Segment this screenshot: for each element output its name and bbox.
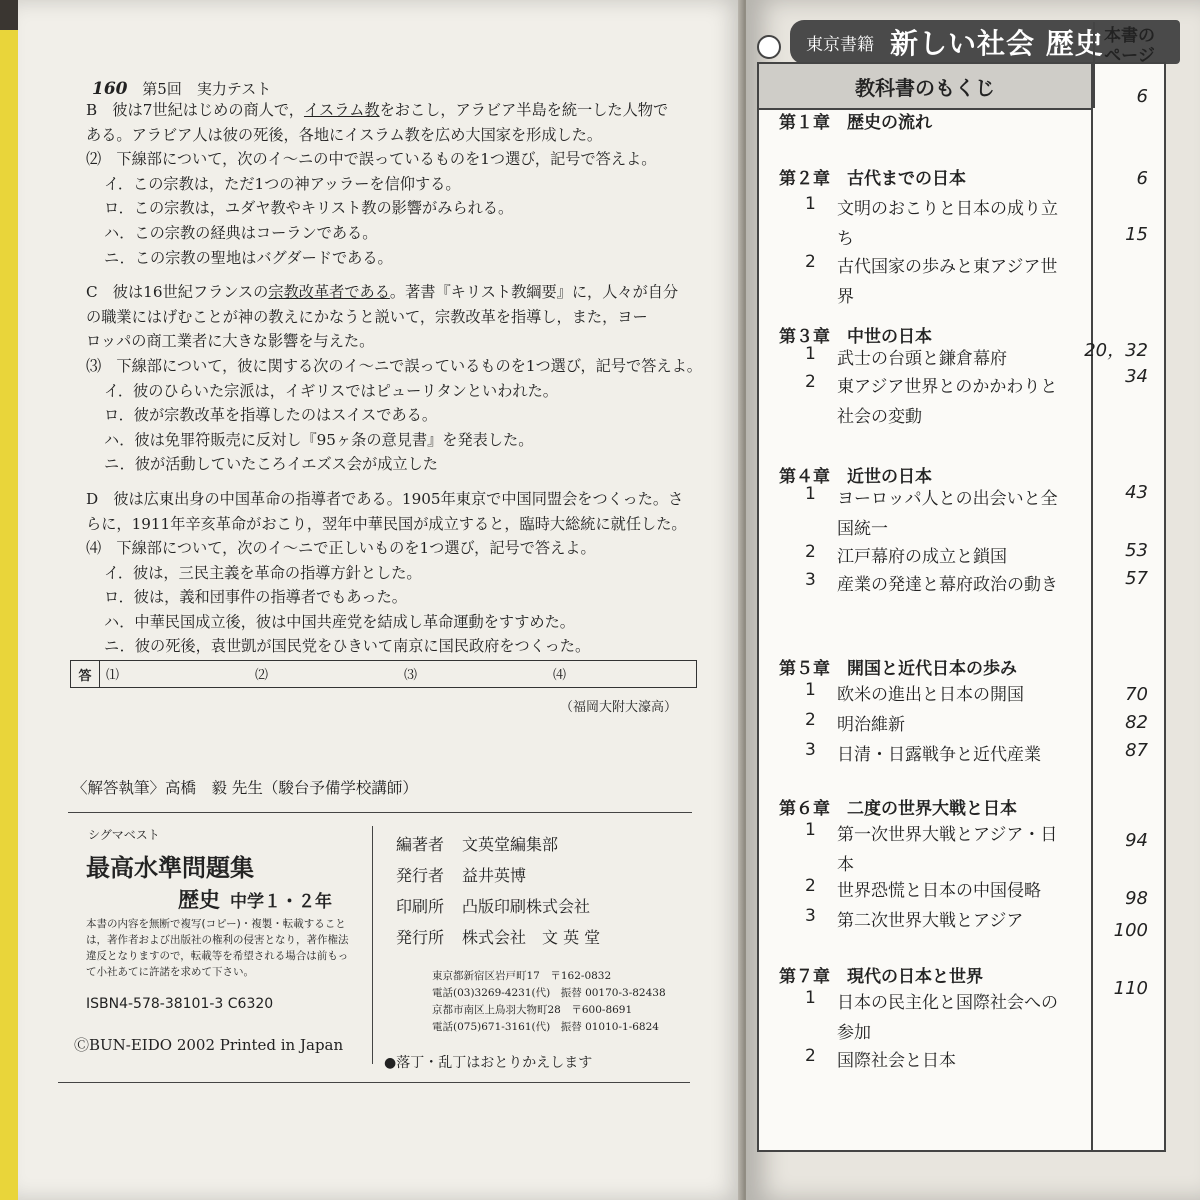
toc-page-number: 82 bbox=[1125, 712, 1148, 733]
pub-label: 発行者 bbox=[396, 866, 445, 885]
option: ニ．彼が活動していたころイエズス会が成立した bbox=[104, 455, 438, 474]
source-school: （福岡大附大濠高） bbox=[560, 700, 678, 715]
paragraph-c-line2: の職業にはげむことが神の教えにかなうと説いて，宗教改革を指導し，また，ヨー bbox=[86, 307, 648, 326]
pub-value: 株式会社 文 英 堂 bbox=[462, 928, 601, 947]
publisher-info bbox=[396, 832, 600, 956]
option: ハ．中華民国成立後，彼は中国共産党を結成し革命運動をすすめた。 bbox=[104, 612, 575, 631]
toc-heading: 教科書のもくじ bbox=[759, 64, 1093, 110]
toc-page-number: 87 bbox=[1125, 740, 1148, 761]
option: イ．彼のひらいた宗派は，イギリスではピューリタンといわれた。 bbox=[104, 381, 558, 400]
toc-section-number: 1 bbox=[805, 344, 816, 364]
toc-section-title: 産業の発達と幕府政治の動き bbox=[837, 575, 1058, 595]
pub-row bbox=[396, 894, 600, 925]
grade: 中学１・２年 bbox=[230, 892, 332, 912]
answer-cell-1: ⑴ bbox=[106, 668, 120, 683]
toc-section-title: 欧米の進出と日本の開国 bbox=[837, 685, 1024, 705]
pub-label: 印刷所 bbox=[396, 897, 445, 916]
paragraph-c-line3: ロッパの商工業者に大きな影響を与えた。 bbox=[86, 332, 375, 351]
text: B 彼は7世紀はじめの商人で， bbox=[86, 101, 304, 119]
toc-page-number: 6 bbox=[1136, 168, 1148, 189]
toc-section-number: 2 bbox=[805, 542, 816, 562]
toc-section-title: 日本の民主化と国際社会への参加 bbox=[837, 993, 1058, 1043]
column-divider bbox=[1091, 108, 1093, 1150]
heading-line: 本書の bbox=[1104, 26, 1155, 46]
pub-row bbox=[396, 832, 600, 863]
toc-page-number: 70 bbox=[1125, 684, 1148, 705]
toc-chapter: 第１章 歴史の流れ bbox=[779, 113, 932, 133]
toc-page-number: 57 bbox=[1125, 568, 1148, 589]
toc-section-number: 3 bbox=[805, 740, 816, 760]
question-text bbox=[86, 98, 711, 659]
address-line: 電話(03)3269-4231(代) 振替 00170-3-82438 bbox=[432, 987, 666, 999]
copyright: ⒸBUN-EIDO 2002 Printed in Japan bbox=[74, 1036, 344, 1054]
question-3: ⑶ 下線部について，彼に関する次のイ～ニで誤っているものを1つ選び，記号で答えよ。 bbox=[86, 356, 702, 375]
toc-page-number: 98 bbox=[1125, 888, 1148, 909]
toc-page-number: 94 bbox=[1125, 830, 1148, 851]
toc-section-number: 2 bbox=[805, 876, 816, 896]
paragraph-d-line1: D 彼は広東出身の中国革命の指導者である。1905年東京で中国同盟会をつくった。さ bbox=[86, 489, 684, 508]
toc-chapter: 第３章 中世の日本 bbox=[779, 327, 932, 347]
paragraph-d-line2: らに，1911年辛亥革命がおこり，翌年中華民国が成立すると，臨時大総統に就任した。 bbox=[86, 514, 687, 533]
hole-ring-icon bbox=[757, 35, 781, 59]
answer-cell-3: ⑶ bbox=[404, 668, 418, 683]
publisher-address bbox=[432, 968, 666, 1036]
toc-chapter: 第２章 古代までの日本 bbox=[779, 169, 966, 189]
text: をおこし，アラビア半島を統一した人物で bbox=[379, 101, 669, 119]
toc-section-number: 1 bbox=[805, 680, 816, 700]
toc-section-title: 日清・日露戦争と近代産業 bbox=[837, 745, 1041, 765]
series-name: シグマベスト bbox=[88, 828, 160, 842]
page-column-heading bbox=[1093, 22, 1164, 108]
toc-section-number: 2 bbox=[805, 1046, 816, 1066]
textbook-publisher: 東京書籍 bbox=[806, 34, 874, 55]
toc-page-number: 20，32 bbox=[1084, 340, 1148, 361]
pub-row bbox=[396, 925, 600, 956]
option: ニ．この宗教の聖地はバグダードである。 bbox=[104, 248, 393, 267]
toc-section-title: 東アジア世界とのかかわりと社会の変動 bbox=[837, 377, 1058, 427]
book-title: 最高水準問題集 bbox=[86, 854, 254, 882]
pub-label: 編著者 bbox=[396, 835, 445, 854]
page-header bbox=[92, 78, 271, 99]
answer-label: 答 bbox=[71, 661, 100, 687]
isbn: ISBN4-578-38101-3 C6320 bbox=[86, 996, 274, 1012]
heading-line: ページ bbox=[1104, 46, 1155, 66]
answer-cell-4: ⑷ bbox=[553, 668, 567, 683]
underlined-text: イスラム教 bbox=[303, 101, 380, 119]
toc-section-number: 1 bbox=[805, 194, 816, 214]
toc-chapter: 第７章 現代の日本と世界 bbox=[779, 967, 983, 987]
textbook-title: 新しい社会 歴史 bbox=[890, 27, 1104, 60]
toc-section-number: 1 bbox=[805, 988, 816, 1008]
toc-chapter: 第４章 近世の日本 bbox=[779, 467, 932, 487]
toc-page-number: 15 bbox=[1125, 224, 1148, 245]
page-section: 第5回 実力テスト bbox=[142, 80, 272, 98]
text: C 彼は16世紀フランスの bbox=[86, 283, 269, 302]
divider bbox=[372, 826, 373, 1064]
toc-section-number: 2 bbox=[805, 252, 816, 272]
toc-section-title: ヨーロッパ人との出会いと全国統一 bbox=[837, 489, 1058, 539]
toc-page-number: 100 bbox=[1113, 920, 1148, 941]
divider bbox=[58, 1082, 690, 1083]
underlined-text: 宗教改革者である bbox=[268, 283, 390, 302]
answer-cell-2: ⑵ bbox=[255, 668, 269, 683]
toc-section-number: 2 bbox=[805, 372, 816, 392]
option: ロ．彼は，義和団事件の指導者でもあった。 bbox=[104, 588, 407, 607]
toc-section-title: 国際社会と日本 bbox=[837, 1051, 956, 1071]
toc-section-title: 江戸幕府の成立と鎖国 bbox=[837, 547, 1007, 567]
address-line: 東京都新宿区岩戸町17 〒162-0832 bbox=[432, 970, 612, 982]
paragraph-c-line1 bbox=[86, 280, 711, 305]
toc-section-title: 第二次世界大戦とアジア bbox=[837, 911, 1024, 931]
subject: 歴史 bbox=[178, 888, 220, 912]
answer-table bbox=[70, 660, 697, 688]
toc-section-title: 古代国家の歩みと東アジア世界 bbox=[837, 257, 1058, 307]
book-subtitle bbox=[178, 884, 332, 914]
address-line: 電話(075)671-3161(代) 振替 01010-1-6824 bbox=[432, 1021, 659, 1033]
replacement-note: ●落丁・乱丁はおとりかえします bbox=[384, 1055, 593, 1071]
toc-chapter: 第６章 二度の世界大戦と日本 bbox=[779, 799, 1017, 819]
address-line: 京都市南区上鳥羽大物町28 〒600-8691 bbox=[432, 1004, 633, 1016]
toc-section-title: 第一次世界大戦とアジア・日本 bbox=[837, 825, 1058, 875]
option: ニ．彼の死後，袁世凱が国民党をひきいて南京に国民政府をつくった。 bbox=[104, 637, 591, 656]
option: ロ．彼が宗教改革を指導したのはスイスである。 bbox=[104, 406, 438, 425]
toc-page-number: 43 bbox=[1125, 482, 1148, 503]
toc-page-number: 110 bbox=[1113, 978, 1148, 999]
toc-section-number: 1 bbox=[805, 820, 816, 840]
divider bbox=[68, 812, 692, 813]
toc-section-number: 3 bbox=[805, 906, 816, 926]
pub-value: 凸版印刷株式会社 bbox=[462, 897, 591, 916]
pub-value: 益井英博 bbox=[462, 866, 527, 885]
paragraph-b-line1 bbox=[86, 98, 711, 123]
toc-section-title: 武士の台頭と鎌倉幕府 bbox=[837, 349, 1007, 369]
page-number: 160 bbox=[92, 79, 128, 99]
option: イ．この宗教は，ただ1つの神アッラーを信仰する。 bbox=[104, 174, 461, 193]
author-line: 〈解答執筆〉高橋 毅 先生（駿台予備学校講師） bbox=[72, 779, 418, 797]
toc-chapter: 第５章 開国と近代日本の歩み bbox=[779, 659, 1017, 679]
option: ハ．彼は免罪符販売に反対し『95ヶ条の意見書』を発表した。 bbox=[104, 430, 534, 449]
toc-section-number: 3 bbox=[805, 570, 816, 590]
pub-value: 文英堂編集部 bbox=[462, 835, 559, 854]
text: 。著書『キリスト教綱要』に，人々が自分 bbox=[389, 283, 679, 302]
toc-section-title: 文明のおこりと日本の成り立ち bbox=[837, 199, 1058, 249]
option: ロ．この宗教は，ユダヤ教やキリスト教の影響がみられる。 bbox=[104, 199, 514, 218]
option: イ．彼は，三民主義を革命の指導方針とした。 bbox=[104, 563, 422, 582]
paragraph-b-line2: ある。アラビア人は彼の死後，各地にイスラム教を広め大国家を形成した。 bbox=[86, 125, 603, 144]
toc-section-number: 1 bbox=[805, 484, 816, 504]
pub-label: 発行所 bbox=[396, 928, 445, 947]
toc-section-title: 明治維新 bbox=[837, 715, 905, 735]
toc-page-number: 6 bbox=[1136, 86, 1148, 107]
pub-row bbox=[396, 863, 600, 894]
copyright-notice: 本書の内容を無断で複写(コピー)・複製・転載することは，著作者および出版社の権利の侵害となり，著作権法違反となりますので，転載等を希望される場合は前もって小社あてに許諾を求めて下さい。 bbox=[86, 918, 349, 978]
toc-section-title: 世界恐慌と日本の中国侵略 bbox=[837, 881, 1041, 901]
question-2: ⑵ 下線部について，次のイ～ニの中で誤っているものを1つ選び，記号で答えよ。 bbox=[86, 150, 657, 169]
option: ハ．この宗教の経典はコーランである。 bbox=[104, 223, 378, 242]
toc-page-number: 53 bbox=[1125, 540, 1148, 561]
toc-page-number: 34 bbox=[1125, 366, 1148, 387]
question-4: ⑷ 下線部について，次のイ～ニで正しいものを1つ選び，記号で答えよ。 bbox=[86, 539, 596, 558]
toc-section-number: 2 bbox=[805, 710, 816, 730]
